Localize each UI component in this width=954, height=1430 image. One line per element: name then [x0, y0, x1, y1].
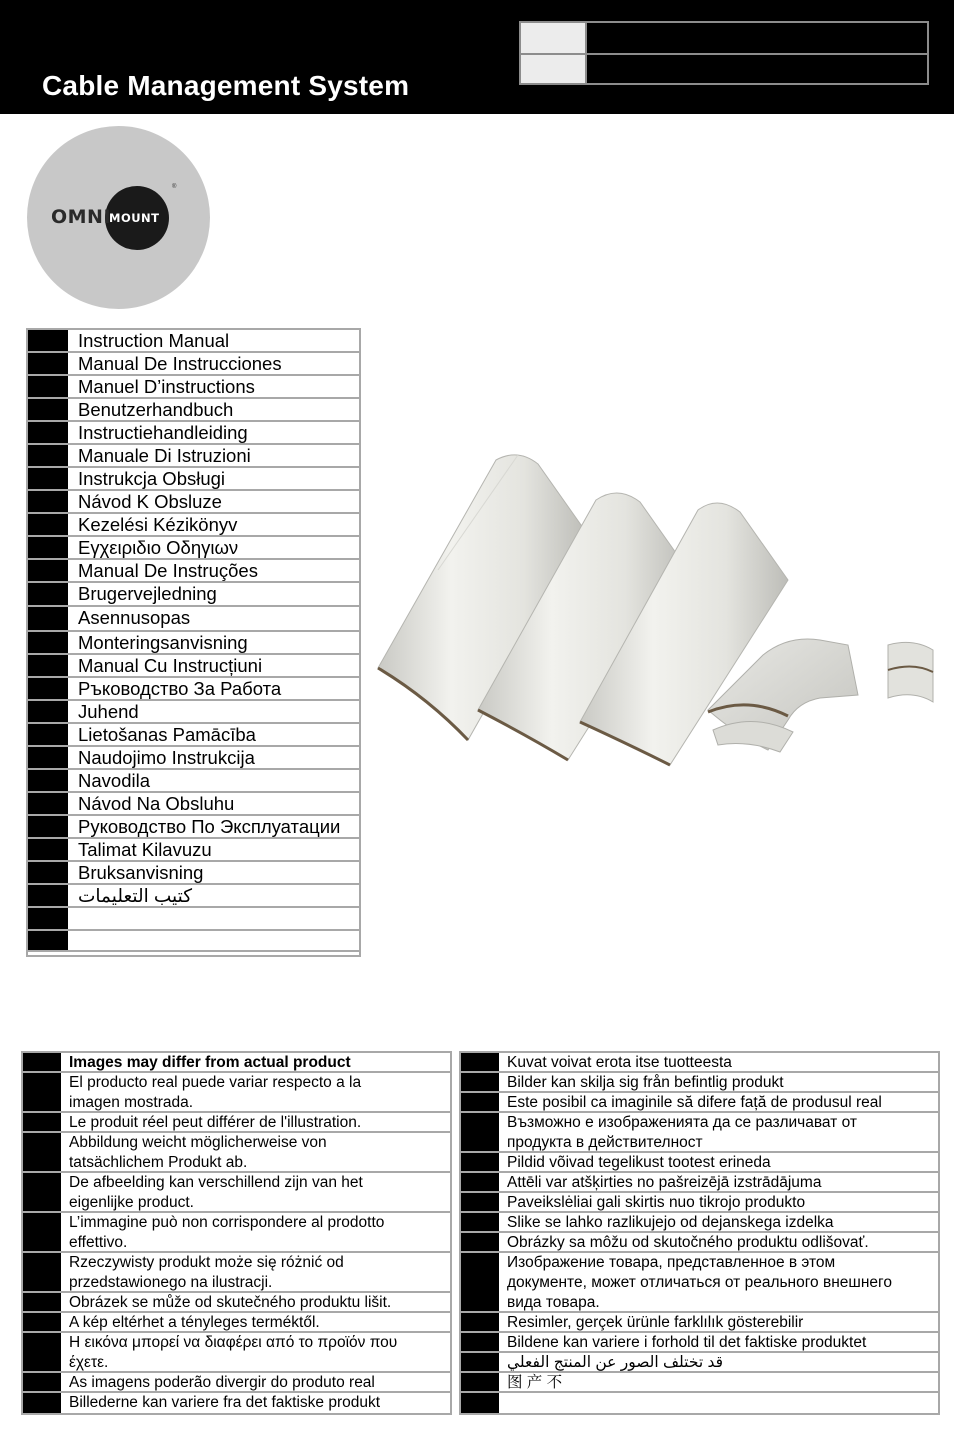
disclaimer-row: [23, 1313, 450, 1333]
language-row: [28, 816, 359, 839]
disclaimer-code-cell: [23, 1313, 61, 1331]
language-code-cell: [28, 583, 68, 605]
disclaimer-row: [461, 1093, 938, 1113]
language-manual-label: Instrukcja Obsługi: [78, 468, 226, 489]
language-row: [28, 862, 359, 885]
disclaimer-row: [461, 1113, 938, 1153]
disclaimer-text: Изображение товара, представленное в этом: [507, 1254, 836, 1271]
document-title: Cable Management System: [42, 70, 410, 101]
disclaimer-row: [461, 1353, 938, 1373]
disclaimer-row: [23, 1373, 450, 1393]
disclaimer-code-cell: [23, 1293, 61, 1311]
disclaimer-row: [461, 1313, 938, 1333]
language-manual-label: Monteringsanvisning: [78, 632, 248, 653]
language-code-cell: [28, 862, 68, 883]
language-code-cell: [28, 724, 68, 745]
language-row: [28, 724, 359, 747]
disclaimer-row: [23, 1333, 450, 1373]
disclaimer-text: Abbildung weicht möglicherweise von: [69, 1134, 327, 1151]
language-code-cell: [28, 560, 68, 581]
model-info-key: [521, 23, 587, 53]
model-info-value: [589, 55, 927, 83]
model-info-row: [521, 23, 927, 53]
disclaimer-row: [23, 1113, 450, 1133]
language-row: [28, 701, 359, 724]
language-row: [28, 560, 359, 583]
disclaimer-text: Rzeczywisty produkt może się różnić od: [69, 1254, 344, 1271]
disclaimer-code-cell: [23, 1053, 61, 1071]
disclaimer-text: przedstawionego na ilustracji.: [69, 1274, 273, 1291]
language-row: [28, 376, 359, 399]
disclaimer-text: Възможно е изображенията да се различават от: [507, 1114, 857, 1131]
disclaimer-text: effettivo.: [69, 1234, 128, 1251]
disclaimer-text: Billederne kan variere fra det faktiske produkt: [69, 1394, 381, 1411]
language-row: [28, 468, 359, 491]
language-manual-label: Brugervejledning: [78, 583, 217, 604]
language-code-cell: [28, 514, 68, 535]
language-manual-label: Manual De Instrucciones: [78, 353, 282, 374]
disclaimer-code-cell: [461, 1253, 499, 1311]
disclaimer-row: [461, 1393, 938, 1413]
disclaimer-text: De afbeelding kan verschillend zijn van het: [69, 1174, 363, 1191]
disclaimer-text: Paveikslėliai gali skirtis nuo tikrojo produkto: [507, 1194, 806, 1211]
disclaimer-text: Slike se lahko razlikujejo od dejanskega izdelka: [507, 1214, 834, 1231]
language-code-cell: [28, 816, 68, 837]
language-code-cell: [28, 491, 68, 512]
language-row: [28, 583, 359, 607]
language-code-cell: [28, 908, 68, 929]
disclaimer-code-cell: [461, 1353, 499, 1371]
disclaimer-text: L’immagine può non corrispondere al prodotto: [69, 1214, 385, 1231]
language-code-cell: [28, 422, 68, 443]
language-manual-label: Instruction Manual: [78, 330, 230, 351]
disclaimer-text: Obrázky sa môžu od skutočného produktu odlišovať.: [507, 1234, 869, 1251]
disclaimer-text: Η εικόνα μπορεί να διαφέρει από το προϊόν που: [69, 1334, 398, 1351]
language-manual-label: Manuale Di Istruzioni: [78, 445, 251, 466]
language-code-cell: [28, 839, 68, 860]
disclaimer-code-cell: [461, 1173, 499, 1191]
disclaimer-code-cell: [23, 1073, 61, 1111]
disclaimer-row: [461, 1253, 938, 1313]
language-row: [28, 445, 359, 468]
disclaimer-text: 图 产 不: [507, 1374, 563, 1391]
language-manual-label: Naudojimo Instrukcija: [78, 747, 255, 768]
language-code-cell: [28, 678, 68, 699]
language-code-cell: [28, 330, 68, 351]
disclaimer-code-cell: [23, 1213, 61, 1251]
disclaimer-text: Attēli var atšķirties no pašreizējā izstrādājuma: [507, 1174, 822, 1191]
disclaimer-code-cell: [23, 1373, 61, 1391]
disclaimer-code-cell: [23, 1133, 61, 1171]
disclaimer-code-cell: [461, 1313, 499, 1331]
language-manual-list: [26, 328, 361, 957]
registered-mark: ®: [172, 184, 177, 190]
disclaimer-text: tatsächlichem Produkt ab.: [69, 1154, 248, 1171]
disclaimer-row: [461, 1073, 938, 1093]
language-manual-label: Manual De Instruções: [78, 560, 258, 581]
language-row: [28, 514, 359, 537]
language-code-cell: [28, 468, 68, 489]
disclaimer-code-cell: [461, 1373, 499, 1391]
disclaimer-text: Pildid võivad tegelikust tootest erineda: [507, 1154, 771, 1171]
language-row: [28, 330, 359, 353]
disclaimer-code-cell: [23, 1333, 61, 1371]
language-manual-label: Talimat Kilavuzu: [78, 839, 212, 860]
language-code-cell: [28, 537, 68, 558]
disclaimer-row: [23, 1133, 450, 1173]
disclaimer-text: imagen mostrada.: [69, 1094, 194, 1111]
language-row: [28, 537, 359, 560]
disclaimer-text: έχετε.: [69, 1354, 109, 1371]
language-code-cell: [28, 885, 68, 906]
disclaimer-code-cell: [461, 1233, 499, 1251]
disclaimer-text: El producto real puede variar respecto a la: [69, 1074, 362, 1091]
disclaimer-code-cell: [461, 1053, 499, 1071]
language-code-cell: [28, 701, 68, 722]
language-code-cell: [28, 607, 68, 630]
disclaimer-row: [461, 1153, 938, 1173]
model-info-key: [521, 55, 587, 83]
language-row: [28, 491, 359, 514]
language-manual-label: كتيب التعليمات: [78, 885, 193, 906]
disclaimer-text: продукта в действителност: [507, 1134, 703, 1151]
disclaimer-text: Le produit réel peut différer de l'illustration.: [69, 1114, 362, 1131]
disclaimer-code-cell: [461, 1393, 499, 1413]
disclaimer-text: документе, может отличаться от реального внешнего: [507, 1274, 892, 1291]
disclaimer-row: [23, 1173, 450, 1213]
language-row: [28, 770, 359, 793]
disclaimer-row: [461, 1373, 938, 1393]
disclaimer-code-cell: [461, 1093, 499, 1111]
language-row: [28, 885, 359, 908]
language-manual-label: Navodila: [78, 770, 150, 791]
disclaimer-text: Obrázek se může od skutečného produktu lišit.: [69, 1294, 392, 1311]
disclaimer-code-cell: [461, 1153, 499, 1171]
language-row: [28, 908, 359, 931]
disclaimer-row: [23, 1393, 450, 1413]
language-code-cell: [28, 770, 68, 791]
language-row: [28, 399, 359, 422]
disclaimer-code-cell: [461, 1073, 499, 1091]
language-manual-label: Lietošanas Pamācība: [78, 724, 256, 745]
disclaimer-code-cell: [461, 1113, 499, 1151]
disclaimer-code-cell: [23, 1173, 61, 1211]
language-manual-label: Instructiehandleiding: [78, 422, 248, 443]
logo-text-omni: OMNI: [51, 206, 112, 228]
language-code-cell: [28, 655, 68, 676]
disclaimer-code-cell: [461, 1333, 499, 1351]
disclaimer-code-cell: [23, 1393, 61, 1413]
disclaimer-text: قد تختلف الصور عن المنتج الفعلي: [507, 1354, 724, 1371]
language-manual-label: Bruksanvisning: [78, 862, 204, 883]
language-code-cell: [28, 793, 68, 814]
disclaimer-text: A kép eltérhet a tényleges terméktől.: [69, 1314, 320, 1331]
language-row: [28, 678, 359, 701]
language-code-cell: [28, 353, 68, 374]
language-code-cell: [28, 376, 68, 397]
disclaimer-row: [23, 1073, 450, 1113]
page-header: [0, 0, 954, 114]
language-row: [28, 839, 359, 862]
language-row: [28, 422, 359, 445]
logo-text-mount: MOUNT: [109, 211, 160, 225]
language-manual-label: Руководство По Эксплуатации: [78, 816, 341, 837]
model-info-value: [589, 23, 927, 53]
product-illustration: [368, 440, 938, 770]
raceway-elbow-connector: [708, 639, 933, 752]
language-code-cell: [28, 931, 68, 950]
disclaimer-row: [461, 1193, 938, 1213]
disclaimer-text: As imagens poderão divergir do produto real: [69, 1374, 375, 1391]
language-row: [28, 793, 359, 816]
language-manual-label: Kezelési Kézikönyv: [78, 514, 238, 535]
language-manual-label: Benutzerhandbuch: [78, 399, 234, 420]
language-manual-label: Návod K Obsluze: [78, 491, 222, 512]
language-manual-label: Ръководство За Работа: [78, 678, 282, 699]
disclaimer-text: eigenlijke product.: [69, 1194, 194, 1211]
disclaimer-text: Bildene kan variere i forhold til det faktiske produktet: [507, 1334, 867, 1351]
disclaimer-code-cell: [461, 1193, 499, 1211]
omnimount-logo: [27, 126, 210, 309]
language-row: [28, 353, 359, 376]
disclaimer-code-cell: [461, 1213, 499, 1231]
language-code-cell: [28, 632, 68, 653]
language-row: [28, 607, 359, 632]
language-manual-label: Εγχειριδιο Οδηγιων: [78, 537, 239, 558]
disclaimer-row: [461, 1053, 938, 1073]
disclaimer-table-left: [21, 1051, 452, 1415]
disclaimer-code-cell: [23, 1253, 61, 1291]
language-code-cell: [28, 445, 68, 466]
disclaimer-code-cell: [23, 1113, 61, 1131]
language-code-cell: [28, 399, 68, 420]
disclaimer-text: Images may differ from actual product: [69, 1054, 351, 1071]
disclaimer-row: [23, 1213, 450, 1253]
language-row: [28, 655, 359, 678]
disclaimer-row: [461, 1333, 938, 1353]
disclaimer-row: [23, 1053, 450, 1073]
language-row: [28, 747, 359, 770]
language-manual-label: Juhend: [78, 701, 139, 722]
language-row: [28, 632, 359, 655]
disclaimer-row: [23, 1293, 450, 1313]
disclaimer-row: [23, 1253, 450, 1293]
disclaimer-text: Bilder kan skilja sig från befintlig produkt: [507, 1074, 784, 1091]
language-manual-label: Manual Cu Instrucțiuni: [78, 655, 263, 676]
language-manual-label: Návod Na Obsluhu: [78, 793, 235, 814]
disclaimer-row: [461, 1173, 938, 1193]
disclaimer-text: вида товара.: [507, 1294, 600, 1311]
language-manual-label: Manuel D’instructions: [78, 376, 255, 397]
disclaimer-table-right: [459, 1051, 940, 1415]
disclaimer-row: [461, 1233, 938, 1253]
language-code-cell: [28, 747, 68, 768]
disclaimer-text: Resimler, gerçek ürünle farklılık gösterebilir: [507, 1314, 804, 1331]
disclaimer-row: [461, 1213, 938, 1233]
language-manual-label: Asennusopas: [78, 607, 191, 628]
model-info-box: [519, 21, 929, 85]
model-info-row: [521, 53, 927, 83]
disclaimer-text: Kuvat voivat erota itse tuotteesta: [507, 1054, 732, 1071]
language-row: [28, 931, 359, 952]
disclaimer-text: Este posibil ca imaginile să difere față de produsul real: [507, 1094, 882, 1111]
